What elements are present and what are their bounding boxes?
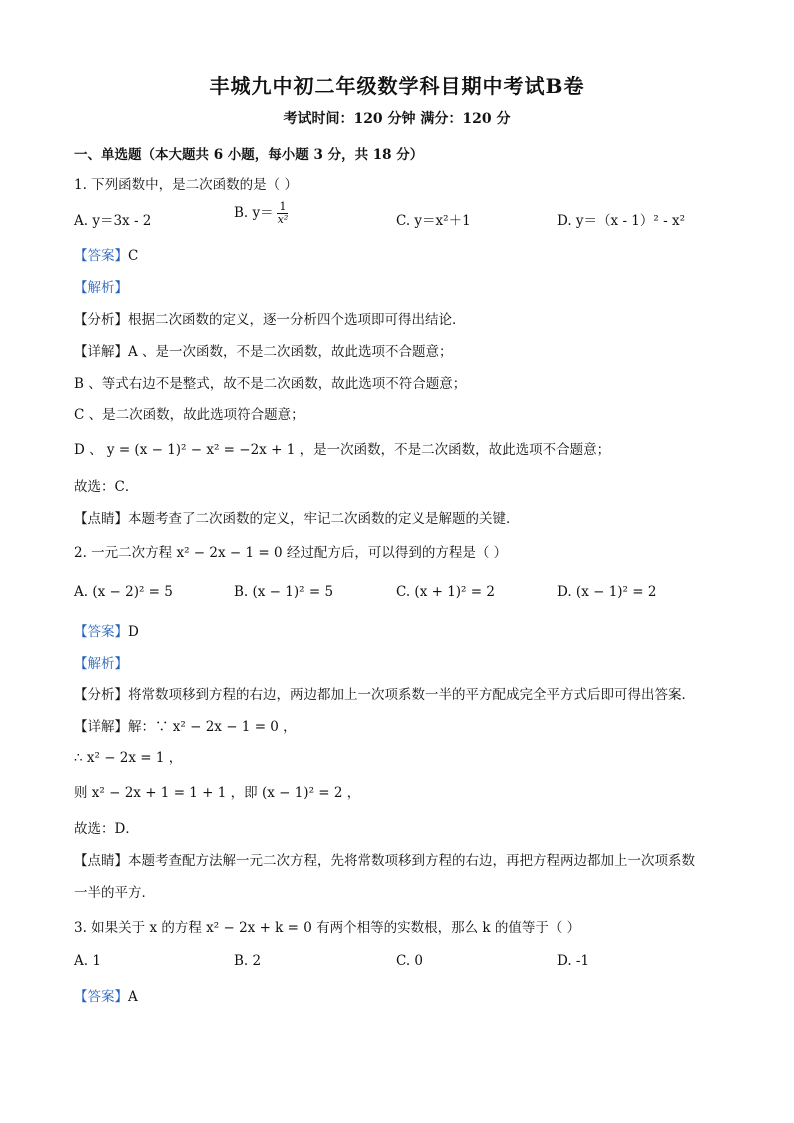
fenxi-text: 将常数项移到方程的右边，两边都加上一次项系数一半的平方配成完全平方式后即可得出答案． xyxy=(128,687,695,703)
q3-option-c: C. 0 xyxy=(396,953,424,969)
q1-dianjing xyxy=(74,507,520,527)
q1-option-c: C. y＝x²＋1 xyxy=(396,213,471,229)
xiangjie-a-text: A 、是一次函数，不是二次函数，故此选项不合题意； xyxy=(128,344,453,360)
fenxi-tag: 【分析】 xyxy=(74,687,128,703)
q1-xiangjie-c: C 、是二次函数，故此选项符合题意； xyxy=(74,407,305,423)
xiangjie-1-text: 解：∵ x² − 2x − 1 = 0 ， xyxy=(128,719,297,735)
q2-choose: 故选：D． xyxy=(74,821,139,837)
dianjing-text: 本题考查配方法解一元二次方程，先将常数项移到方程的右边，再把方程两边都加上一次项系数 xyxy=(128,853,695,869)
xiangjie-tag: 【详解】 xyxy=(74,719,128,735)
q1-option-b-denominator: x² xyxy=(277,213,289,226)
q2-option-d: D. (x − 1)² = 2 xyxy=(557,584,657,600)
q1-option-b xyxy=(234,201,290,226)
q1-option-b-fraction xyxy=(276,201,291,226)
dianjing-tag: 【点睛】 xyxy=(74,853,128,869)
q1-xiangjie-d: D 、 y = (x − 1)² − x² = −2x + 1 ，是一次函数，不是二次函数，故此选项不合题意； xyxy=(74,442,611,458)
q2-option-a: A. (x − 2)² = 5 xyxy=(74,584,173,600)
q1-analysis-tag: 【解析】 xyxy=(74,280,128,296)
q1-answer xyxy=(74,244,138,264)
q3-option-a: A. 1 xyxy=(74,953,101,969)
q3-option-b: B. 2 xyxy=(234,953,262,969)
q2-dianjing-1 xyxy=(74,849,695,869)
q1-option-a: A. y＝3x - 2 xyxy=(74,213,152,229)
answer-tag: 【答案】 xyxy=(74,624,128,640)
q1-choose: 故选：C． xyxy=(74,479,139,495)
q1-option-d: D. y＝（x - 1）² - x² xyxy=(557,213,685,229)
q2-option-c: C. (x + 1)² = 2 xyxy=(396,584,495,600)
answer-value: D xyxy=(128,624,139,640)
q2-dianjing-2: 一半的平方． xyxy=(74,885,155,901)
q2-xiangjie-2: ∴ x² − 2x = 1 ， xyxy=(74,750,183,766)
page-title: 丰城九中初二年级数学科目期中考试B卷 xyxy=(209,74,585,98)
fenxi-text: 根据二次函数的定义，逐一分析四个选项即可得出结论． xyxy=(128,312,466,328)
xiangjie-tag: 【详解】 xyxy=(74,344,128,360)
answer-tag: 【答案】 xyxy=(74,989,128,1005)
q3-answer xyxy=(74,985,138,1005)
q2-fenxi xyxy=(74,683,695,703)
question-3-stem: 3. 如果关于 x 的方程 x² − 2x + k = 0 有两个相等的实数根，那么 k 的值等于（ ） xyxy=(74,920,581,936)
q2-xiangjie-1 xyxy=(74,715,297,735)
q2-analysis-tag: 【解析】 xyxy=(74,656,128,672)
question-1-stem: 1. 下列函数中，是二次函数的是（ ） xyxy=(74,177,298,193)
answer-tag: 【答案】 xyxy=(74,248,128,264)
dianjing-tag: 【点睛】 xyxy=(74,511,128,527)
q1-fenxi xyxy=(74,308,466,328)
q1-option-b-prefix: B. y＝ xyxy=(234,205,274,221)
question-2-stem: 2. 一元二次方程 x² − 2x − 1 = 0 经过配方后，可以得到的方程是（ ） xyxy=(74,545,508,561)
fenxi-tag: 【分析】 xyxy=(74,312,128,328)
q2-xiangjie-3: 则 x² − 2x + 1 = 1 + 1 ，即 (x − 1)² = 2 ， xyxy=(74,785,361,801)
section-heading: 一、单选题（本大题共 6 小题，每小题 3 分，共 18 分） xyxy=(74,147,424,163)
q1-xiangjie-b: B 、等式右边不是整式，故不是二次函数，故此选项不符合题意； xyxy=(74,376,467,392)
q1-xiangjie-a xyxy=(74,340,453,360)
q3-option-d: D. -1 xyxy=(557,953,590,969)
q2-answer xyxy=(74,620,139,640)
q2-option-b: B. (x − 1)² = 5 xyxy=(234,584,334,600)
answer-value: A xyxy=(128,989,138,1005)
q1-option-b-numerator: 1 xyxy=(279,200,287,213)
dianjing-text: 本题考查了二次函数的定义，牢记二次函数的定义是解题的关键． xyxy=(128,511,520,527)
exam-info: 考试时间：120 分钟 满分：120 分 xyxy=(283,111,511,127)
answer-value: C xyxy=(128,248,139,264)
